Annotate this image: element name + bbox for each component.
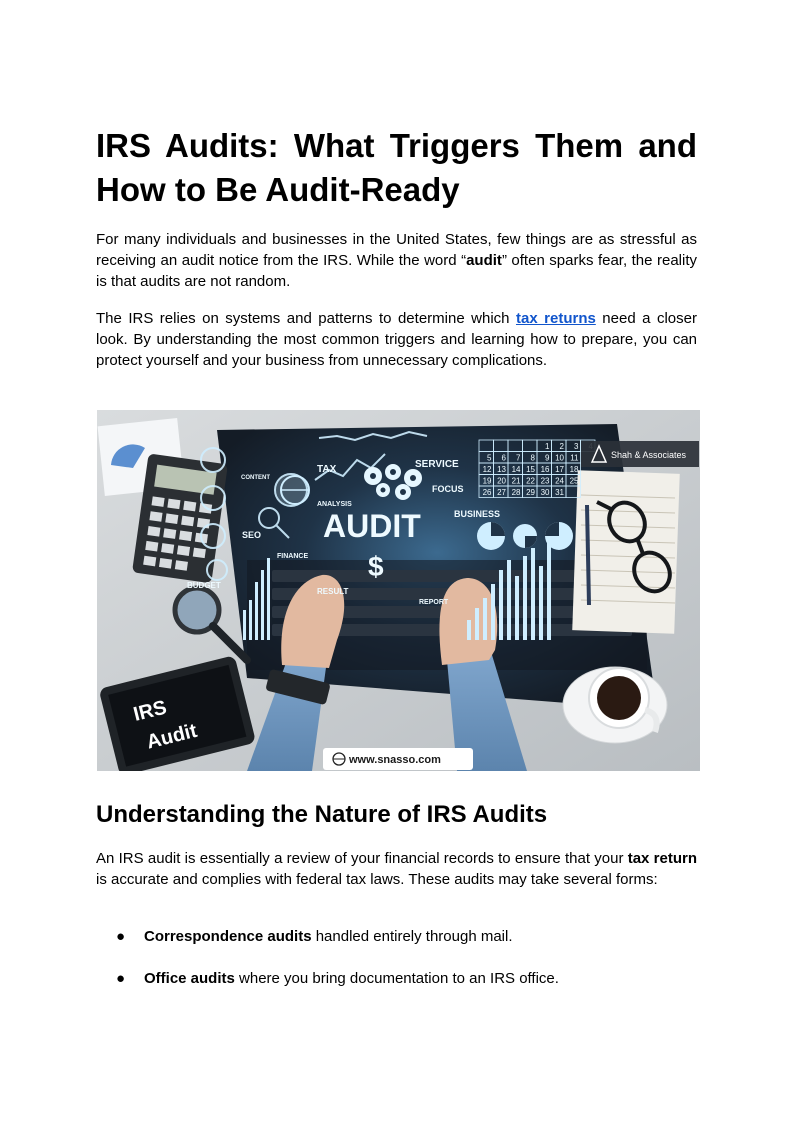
label-seo: SEO — [242, 530, 262, 540]
calendar-day: 16 — [540, 465, 550, 474]
calendar-day: 6 — [501, 453, 506, 463]
label-service: SERVICE — [415, 459, 459, 470]
article-title: IRS Audits: What Triggers Them and How to Be Audit-Ready — [96, 127, 697, 208]
calendar-day: 13 — [497, 465, 506, 474]
calendar-day: 8 — [530, 453, 535, 463]
calendar-day: 17 — [555, 465, 564, 474]
brand-badge — [581, 441, 699, 467]
audit-types-list — [96, 926, 697, 1010]
section-heading: Understanding the Nature of IRS Audits — [96, 801, 548, 828]
list-item-bold: Correspondence audits — [144, 928, 312, 945]
triggers-paragraph — [96, 308, 697, 371]
intro-text-start: For many individuals and businesses in the United States, few things are as stressful as receiving an audit notice from the IRS. While the word “ — [96, 231, 697, 269]
calendar-day: 1 — [545, 442, 550, 451]
calendar-day: 18 — [569, 465, 579, 474]
calendar-day: 5 — [487, 453, 492, 463]
list-item-text: handled entirely through mail. — [311, 928, 513, 945]
dollar-sign-icon: $ — [368, 551, 384, 582]
pen — [587, 505, 589, 605]
calendar-day: 24 — [555, 476, 564, 486]
list-item-text: where you bring documentation to an IRS office. — [234, 970, 559, 987]
calendar-day: 29 — [526, 488, 535, 497]
label-result: RESULT — [317, 587, 349, 596]
brand-name: Shah & Associates — [611, 450, 687, 460]
intro-bold-word: audit — [466, 252, 502, 269]
calendar-day: 23 — [540, 476, 550, 486]
calendar-day: 14 — [511, 465, 521, 474]
calendar-day: 27 — [497, 488, 506, 497]
triggers-text-end: need a closer look. By understanding the most common triggers and learning how to prepare, you can protect yourself and your business from unnecessary complications. — [96, 310, 697, 369]
label-content: CONTENT — [241, 475, 270, 481]
calendar-day: 3 — [574, 442, 579, 451]
hero-illustration — [97, 410, 700, 771]
list-item — [96, 968, 697, 989]
label-focus: FOCUS — [432, 484, 464, 494]
definition-text-start: An IRS audit is essentially a review of your financial records to ensure that your — [96, 850, 628, 867]
audit-definition-paragraph — [96, 848, 697, 890]
list-item — [96, 926, 697, 947]
label-report: REPORT — [419, 599, 449, 606]
intro-text-end: ” often sparks fear, the reality is that audits are not random. — [96, 252, 697, 290]
calendar-day: 9 — [545, 453, 550, 463]
calendar-day: 12 — [482, 465, 492, 474]
bullet-icon: ● — [116, 928, 126, 945]
triggers-text-start: The IRS relies on systems and patterns to determine which — [96, 310, 516, 327]
calendar-day: 28 — [511, 488, 521, 497]
calendar-day: 25 — [569, 476, 579, 486]
calendar-day: 7 — [516, 453, 521, 463]
label-analysis: ANALYSIS — [317, 501, 352, 508]
calendar-day: 20 — [497, 476, 506, 486]
definition-text-end: is accurate and complies with federal tax laws. These audits may take several forms: — [96, 871, 658, 888]
definition-bold-term: tax return — [627, 850, 697, 867]
list-item-bold: Office audits — [144, 970, 235, 987]
calendar-day: 15 — [526, 465, 535, 474]
label-business: BUSINESS — [454, 509, 501, 519]
calendar-day: 19 — [482, 476, 492, 486]
tablet-text-audit: Audit — [144, 719, 200, 754]
calendar-day: 22 — [526, 476, 535, 486]
audit-desk-illustration — [97, 410, 700, 771]
bullet-icon: ● — [116, 970, 126, 987]
calendar-day: 31 — [555, 488, 564, 497]
label-budget: BUDGET — [187, 581, 221, 590]
website-badge — [323, 748, 473, 770]
calendar-day: 2 — [559, 442, 564, 451]
coffee-cup — [563, 667, 667, 743]
tax-returns-link[interactable]: tax returns — [515, 310, 596, 327]
calendar-day: 26 — [482, 488, 492, 497]
calendar-day: 21 — [511, 476, 521, 486]
pie-chart-icons — [477, 522, 573, 550]
audit-word: AUDIT — [323, 508, 421, 544]
label-finance: FINANCE — [277, 553, 309, 560]
calendar-day: 30 — [540, 488, 550, 497]
intro-paragraph — [96, 229, 697, 292]
calendar-day: 10 — [555, 453, 564, 463]
label-tax: TAX — [317, 464, 337, 475]
website-url: www.snasso.com — [349, 754, 441, 766]
tablet-text-irs: IRS — [131, 696, 169, 726]
calendar-day: 11 — [570, 453, 579, 463]
